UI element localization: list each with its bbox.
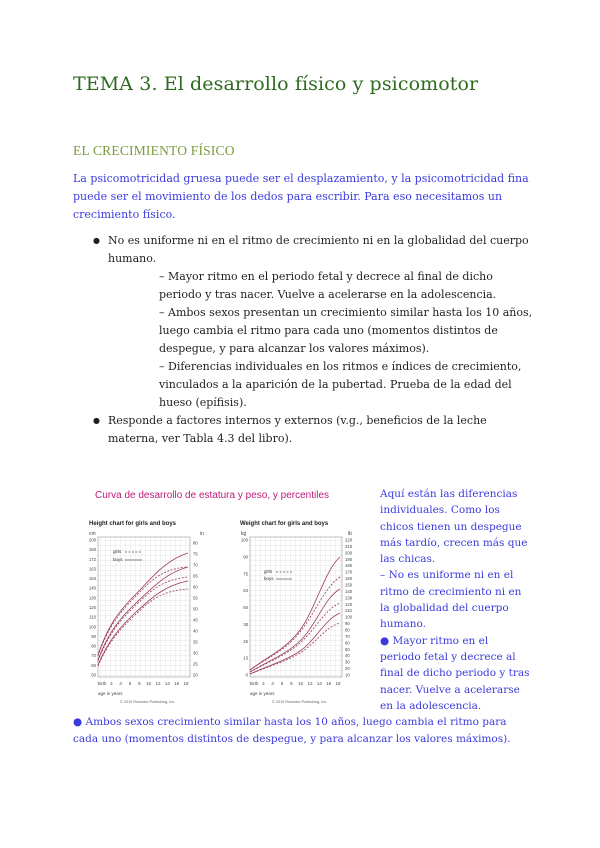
height-y-tick-label: 183 (88, 547, 96, 553)
weight-chart-grid (250, 537, 342, 677)
weight-y-tick-label-right: 210 (345, 543, 353, 549)
weight-y-tick-label-right: 180 (345, 563, 353, 569)
height-y-tick-label-right: 25 (193, 661, 198, 667)
weight-y-tick-label-right: 80 (345, 627, 350, 633)
height-y-tick-label: 80 (91, 643, 96, 649)
height-chart-title: Height chart for girls and boys (89, 521, 177, 527)
weight-y-tick-label-right: 20 (345, 666, 350, 672)
weight-y-tick-label-right: 110 (345, 608, 352, 614)
height-right-unit: in (200, 531, 204, 537)
weight-x-tick-label: birth (249, 681, 259, 686)
legend-boys: boys (113, 557, 123, 562)
weight-left-ticks (241, 538, 249, 678)
height-x-tick-label: 6 (128, 681, 132, 686)
height-x-tick-label: 10 (146, 681, 152, 686)
height-right-ticks (193, 541, 198, 678)
weight-y-tick-label-right: 90 (345, 621, 350, 627)
legend-boys: boys (264, 576, 274, 581)
height-x-tick-label: 12 (155, 681, 161, 686)
sub-item: – Ambos sexos presentan un crecimiento similar hasta los 10 años, luego cambia el ritmo para cada uno (momentos distintos de despegue, y para alcanzar los valores máximos). (159, 306, 533, 355)
weight-y-tick-label-right: 190 (345, 556, 353, 562)
weight-left-unit: kg (241, 531, 247, 537)
growth-charts-figure (80, 515, 370, 713)
bullet-text: Responde a factores internos y externos (v.g., beneficios de la leche materna, ver Tabla 4.3 del libro). (108, 414, 487, 445)
weight-y-tick-label-right: 150 (345, 582, 353, 588)
weight-x-tick-label: 16 (326, 681, 332, 686)
height-y-tick-label: 140 (88, 585, 96, 591)
height-x-tick-label: 2 (110, 681, 113, 686)
height-x-ticks (98, 681, 189, 686)
height-y-tick-label-right: 35 (193, 639, 198, 645)
sub-list (108, 268, 533, 412)
weight-y-tick-label: 63 (243, 588, 248, 594)
height-y-tick-label: 110 (89, 614, 96, 620)
height-y-tick-label-right: 80 (193, 540, 198, 546)
height-y-tick-label-right: 50 (193, 606, 198, 612)
weight-x-tick-label: 18 (335, 681, 341, 686)
weight-right-unit: lb (348, 531, 352, 537)
height-y-tick-label-right: 70 (193, 562, 198, 568)
weight-y-tick-label-right: 60 (345, 640, 350, 646)
weight-y-tick-label: 13 (243, 655, 248, 661)
weight-y-tick-label-right: 160 (345, 576, 353, 582)
sub-item: – Diferencias individuales en los ritmos e índices de crecimiento, vinculados a la aparición de la pubertad. Prueba de la edad del hueso (epífisis). (159, 360, 522, 409)
height-y-tick-label: 90 (91, 633, 96, 639)
height-x-tick-label: 8 (138, 681, 141, 686)
height-x-tick-label: birth (97, 681, 107, 686)
weight-x-tick-label: 14 (316, 681, 322, 686)
weight-y-tick-label-right: 40 (345, 653, 350, 659)
weight-x-tick-label: 12 (307, 681, 313, 686)
bullet-list (93, 232, 533, 448)
side-note: Aquí están las diferencias individuales. Como los chicos tienen un despegue más tardío, crecen más que las chicas. – No es uniforme ni en el ritmo de crecimiento ni en la globalidad del cuerpo humano. ● Mayor ritmo en el periodo fetal y decrece al final de dicho periodo y tras nacer. Vuelve a acelerarse en la adolescencia. (380, 488, 530, 712)
section-heading: EL CRECIMIENTO FÍSICO (73, 143, 235, 158)
weight-y-tick-label: 100 (240, 537, 248, 543)
weight-y-tick-label-right: 70 (345, 633, 350, 639)
height-y-tick-label: 172 (88, 556, 96, 562)
height-y-tick-label: 153 (88, 576, 96, 582)
weight-x-tick-label: 2 (262, 681, 265, 686)
weight-y-tick-label-right: 100 (345, 614, 353, 620)
legend-girls: girls (113, 549, 122, 554)
weight-y-tick-label: 0 (245, 672, 248, 678)
weight-x-tick-label: 6 (280, 681, 284, 686)
weight-y-tick-label-right: 140 (345, 588, 353, 594)
height-x-label: age in years (98, 691, 123, 696)
legend-girls: girls (264, 569, 273, 574)
weight-y-tick-label: 75 (243, 571, 248, 577)
weight-x-tick-label: 10 (298, 681, 304, 686)
intro-paragraph: La psicomotricidad gruesa puede ser el desplazamiento, y la psicomotricidad fina puede ser el movimiento de los dedos para escribir. Para eso necesitamos un crecimiento físico. (73, 172, 529, 221)
weight-y-tick-label-right: 200 (345, 550, 353, 556)
height-y-tick-label: 70 (91, 653, 96, 659)
height-y-tick-label-right: 55 (193, 595, 198, 601)
weight-y-tick-label-right: 10 (345, 672, 350, 678)
height-y-tick-label-right: 30 (193, 650, 198, 656)
height-y-tick-label: 50 (91, 672, 96, 678)
height-y-tick-label: 163 (88, 566, 96, 572)
height-x-tick-label: 18 (183, 681, 189, 686)
weight-y-tick-label: 25 (243, 638, 248, 644)
weight-chart-title: Weight chart for girls and boys (240, 521, 329, 527)
weight-y-tick-label: 90 (243, 554, 248, 560)
height-left-unit: cm (89, 531, 96, 537)
weight-right-ticks (345, 538, 353, 678)
height-y-tick-label-right: 20 (193, 672, 198, 678)
height-x-tick-label: 4 (119, 681, 122, 686)
height-y-tick-label-right: 40 (193, 628, 198, 634)
height-footer: © 2010 Ravindra Publishing, Inc. (120, 700, 176, 704)
weight-footer: © 2010 Ravindra Publishing, Inc. (272, 700, 328, 704)
weight-y-tick-label-right: 120 (345, 601, 353, 607)
weight-x-tick-label: 8 (290, 681, 293, 686)
page-title: TEMA 3. El desarrollo físico y psicomotor (73, 73, 479, 95)
height-y-tick-label-right: 45 (193, 617, 198, 623)
bullet-text: No es uniforme ni en el ritmo de crecimiento ni en la globalidad del cuerpo humano. (108, 234, 529, 265)
weight-y-tick-label: 38 (243, 621, 248, 627)
bottom-note: ● Ambos sexos crecimiento similar hasta los 10 años, luego cambia el ritmo para cada uno (momentos distintos de despegue, y para alcanzar los valores máximos). (73, 716, 511, 745)
sub-item: – Mayor ritmo en el periodo fetal y decrece al final de dicho periodo y tras nacer. Vuelve a acelerarse en la adolescencia. (159, 270, 497, 301)
height-x-tick-label: 14 (164, 681, 170, 686)
height-y-tick-label-right: 65 (193, 573, 198, 579)
height-y-tick-label-right: 75 (193, 551, 198, 557)
weight-x-tick-label: 4 (271, 681, 274, 686)
bullet-item (93, 232, 533, 412)
height-x-tick-label: 16 (174, 681, 180, 686)
weight-y-tick-label-right: 170 (345, 569, 353, 575)
height-y-tick-label: 120 (88, 605, 96, 610)
weight-x-label: age in years (250, 691, 275, 696)
weight-y-tick-label-right: 30 (345, 659, 350, 665)
weight-x-ticks (250, 681, 341, 686)
weight-y-tick-label-right: 220 (345, 537, 353, 543)
height-y-tick-label: 200 (88, 537, 96, 543)
bullet-item (93, 412, 533, 448)
weight-y-tick-label: 50 (243, 605, 248, 610)
height-left-ticks (89, 538, 97, 678)
figure-caption: Curva de desarrollo de estatura y peso, y percentiles (95, 490, 330, 501)
height-y-tick-label-right: 60 (193, 584, 198, 590)
weight-y-tick-label-right: 50 (345, 646, 350, 652)
weight-y-tick-label-right: 130 (345, 595, 353, 601)
height-y-tick-label: 60 (91, 662, 96, 668)
height-y-tick-label: 100 (88, 624, 96, 630)
height-y-tick-label: 130 (88, 595, 96, 601)
